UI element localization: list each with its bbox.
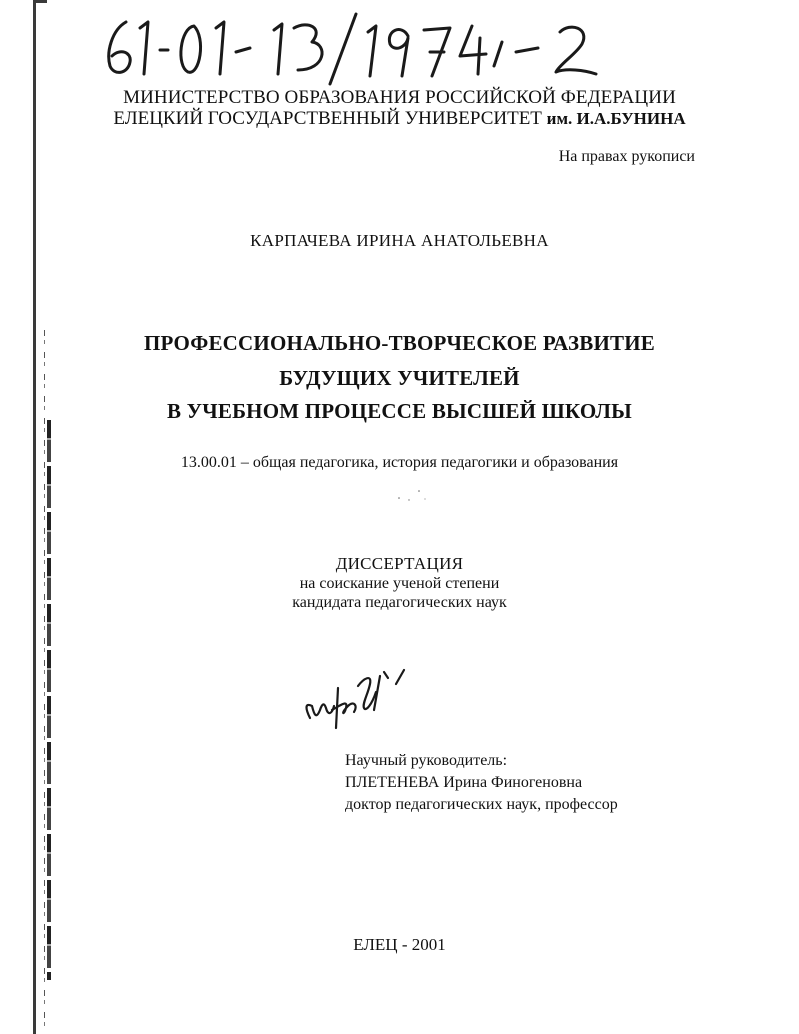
city-and-year: ЕЛЕЦ - 2001	[353, 935, 446, 954]
ministry-name: МИНИСТЕРСТВО ОБРАЗОВАНИЯ РОССИЙСКОЙ ФЕДЕРАЦИИ	[123, 87, 676, 108]
supervisor-title: доктор педагогических наук, профессор	[345, 796, 618, 813]
supervisor-name: ПЛЕТЕНЕВА Ирина Финогеновна	[345, 774, 583, 791]
thesis-title-line-3: В УЧЕБНОМ ПРОЦЕССЕ ВЫСШЕЙ ШКОЛЫ	[167, 399, 632, 423]
university-name	[0, 108, 799, 130]
thesis-title-line-1: ПРОФЕССИОНАЛЬНО-ТВОРЧЕСКОЕ РАЗВИТИЕ	[144, 331, 655, 355]
scan-binding-edge	[33, 0, 36, 1034]
supervisor-label: Научный руководитель:	[345, 752, 508, 769]
handwritten-catalogue-number	[98, 8, 618, 88]
scan-specks	[395, 488, 435, 504]
degree-line-2: кандидата педагогических наук	[292, 594, 507, 611]
scan-binding-noise	[44, 330, 45, 1030]
dissertation-label: ДИССЕРТАЦИЯ	[335, 554, 464, 573]
thesis-title-line-2: БУДУЩИХ УЧИТЕЛЕЙ	[279, 366, 520, 390]
degree-line-1: на соискание ученой степени	[299, 575, 500, 592]
university-named-after: им. И.А.БУНИНА	[546, 109, 686, 128]
manuscript-rights-note: На правах рукописи	[558, 148, 695, 165]
handwritten-signature	[292, 658, 422, 738]
author-name: КАРПАЧЕВА ИРИНА АНАТОЛЬЕВНА	[250, 231, 549, 250]
specialty-code: 13.00.01 – общая педагогика, история педагогики и образования	[180, 454, 619, 471]
university-main: ЕЛЕЦКИЙ ГОСУДАРСТВЕННЫЙ УНИВЕРСИТЕТ	[113, 108, 547, 129]
scan-binding-shadow	[47, 420, 51, 980]
